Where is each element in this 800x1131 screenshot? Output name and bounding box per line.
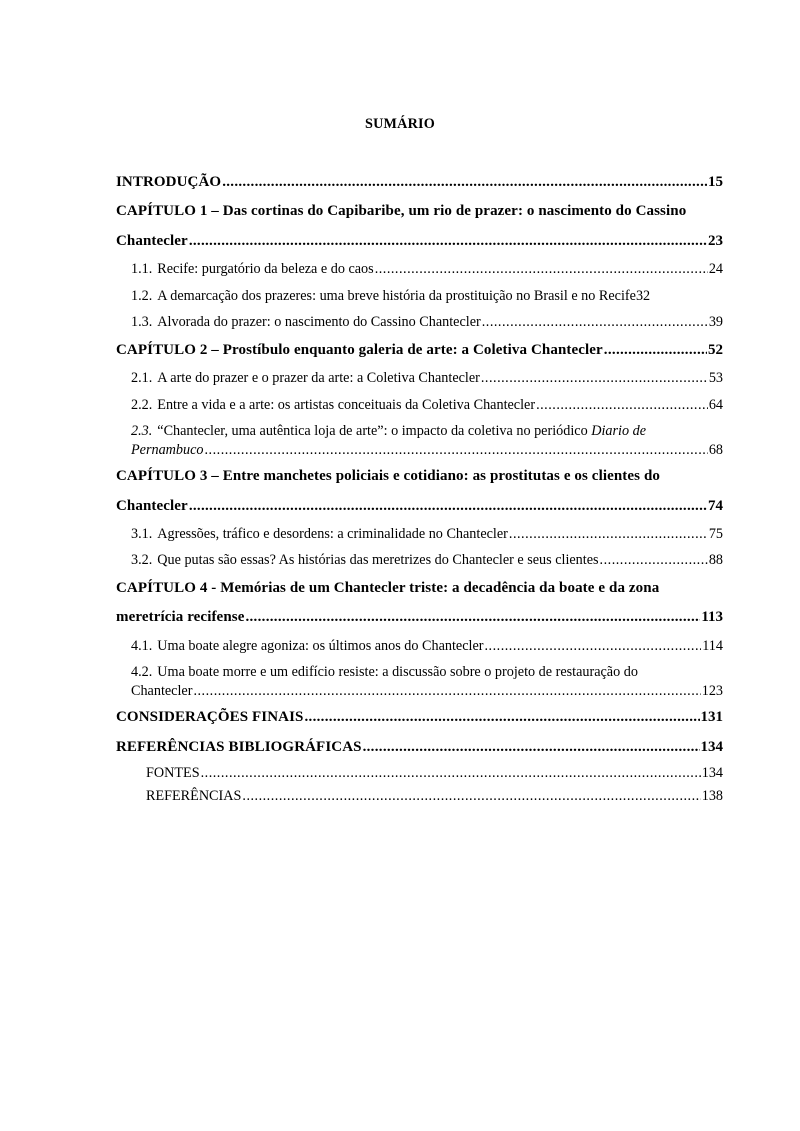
entry-title-text: INTRODUÇÃO (116, 174, 222, 190)
entry-line (131, 283, 723, 310)
entry-title-text: “Chantecler, uma autêntica loja de arte”: o impacto da coletiva no periódico (157, 423, 588, 440)
entry-line (116, 703, 723, 732)
entry-title-text: Agressões, tráfico e desordens: a criminalidade no Chantecler (157, 525, 508, 542)
section-number: 2.3. (131, 423, 153, 440)
entry-last-line (116, 603, 723, 632)
toc-section-entry[interactable] (116, 659, 723, 703)
entry-title-italic: Diario de (591, 423, 646, 440)
entry-line (131, 256, 723, 283)
entry-title-text: Chantecler (131, 682, 193, 699)
page-number: 64 (708, 396, 723, 413)
entry-title-text: CAPÍTULO 1 – Das cortinas do Capibaribe, um rio de prazer: o nascimento do Cassino (116, 203, 687, 220)
dot-leader (304, 703, 699, 732)
dot-leader (485, 633, 702, 660)
page-number: 32 (635, 287, 651, 304)
dot-leader (481, 365, 708, 392)
section-number: 2.1. (131, 370, 153, 387)
dot-leader (205, 441, 708, 460)
page-number: 74 (708, 497, 723, 514)
entry-title-text: meretrícia recifense (116, 609, 245, 626)
toc-reference-entry[interactable] (116, 762, 723, 785)
dot-leader (193, 682, 700, 701)
page-number: 134 (700, 738, 723, 755)
dot-leader (509, 521, 708, 548)
toc-reference-entry[interactable] (116, 785, 723, 808)
page-number: 52 (708, 341, 723, 358)
table-of-contents (116, 168, 723, 808)
entry-line (131, 633, 723, 660)
page-number: 24 (708, 261, 723, 278)
entry-last-line (131, 682, 723, 701)
dot-leader (245, 603, 700, 632)
entry-title-line (131, 663, 723, 682)
section-number: 4.2. (131, 664, 153, 681)
toc-chapter-entry[interactable] (116, 197, 723, 256)
toc-section-entry[interactable] (116, 365, 723, 392)
entry-title-text: CAPÍTULO 2 – Prostíbulo enquanto galeria de arte: a Coletiva Chantecler (116, 341, 603, 358)
page-number: 134 (701, 765, 723, 782)
entry-line (116, 336, 723, 365)
entry-title-text: CAPÍTULO 4 - Memórias de um Chantecler triste: a decadência da boate e da zona (116, 579, 660, 596)
entry-title-line (116, 574, 723, 603)
entry-title-text: Uma boate morre e um edifício resiste: a discussão sobre o projeto de restauração do (157, 664, 638, 681)
dot-leader (189, 492, 707, 521)
toc-section-entry[interactable] (116, 547, 723, 574)
page-number: 114 (702, 637, 723, 654)
toc-section-entry[interactable] (116, 309, 723, 336)
toc-section-entry[interactable] (116, 256, 723, 283)
page-number: 15 (708, 174, 723, 190)
toc-section-entry[interactable] (116, 418, 723, 462)
page-number: 53 (708, 370, 723, 387)
page-number: 138 (701, 788, 723, 805)
toc-section-entry[interactable] (116, 633, 723, 660)
page-number: 39 (708, 314, 723, 331)
entry-title-text: Chantecler (116, 232, 188, 249)
entry-line (131, 365, 723, 392)
section-number: 1.3. (131, 314, 153, 331)
entry-title-text: Alvorada do prazer: o nascimento do Cassino Chantecler (157, 314, 481, 331)
entry-title-line (116, 197, 723, 226)
toc-section-entry[interactable] (116, 283, 723, 310)
entry-line (116, 733, 723, 762)
entry-title-text: A demarcação dos prazeres: uma breve história da prostituição no Brasil e no Recife (157, 287, 636, 304)
entry-title-text: FONTES (146, 765, 200, 782)
entry-line (131, 392, 723, 419)
page-number: 113 (701, 609, 723, 626)
dot-leader (242, 785, 700, 808)
entry-title-text: CONSIDERAÇÕES FINAIS (116, 709, 304, 726)
entry-line (131, 309, 723, 336)
dot-leader (604, 336, 707, 365)
entry-title-text: REFERÊNCIAS (146, 788, 242, 805)
dot-leader (189, 227, 707, 256)
entry-title-text: Pernambuco (131, 441, 204, 458)
page-number: 123 (701, 682, 723, 699)
entry-title-line (116, 462, 723, 491)
toc-section-entry[interactable] (116, 521, 723, 548)
toc-section-entry[interactable] (116, 392, 723, 419)
entry-last-line (116, 492, 723, 521)
entry-title-text: REFERÊNCIAS BIBLIOGRÁFICAS (116, 738, 362, 755)
section-number: 4.1. (131, 637, 153, 654)
page-number: 23 (708, 232, 723, 249)
section-number: 1.2. (131, 287, 153, 304)
page-number: 75 (708, 525, 723, 542)
dot-leader (536, 392, 708, 419)
section-number: 3.2. (131, 552, 153, 569)
entry-title-text: Chantecler (116, 497, 188, 514)
entry-line (146, 785, 723, 808)
entry-last-line (131, 441, 723, 460)
entry-title-text: A arte do prazer e o prazer da arte: a Coletiva Chantecler (157, 370, 480, 387)
dot-leader (363, 733, 700, 762)
entry-line (146, 762, 723, 785)
section-number: 1.1. (131, 261, 153, 278)
entry-title-text: Uma boate alegre agoniza: os últimos anos do Chantecler (157, 637, 484, 654)
dot-leader (600, 547, 708, 574)
entry-title-line (131, 422, 723, 441)
dot-leader (222, 168, 707, 197)
entry-title-text: CAPÍTULO 3 – Entre manchetes policiais e cotidiano: as prostitutas e os clientes do (116, 468, 660, 485)
toc-chapter-entry[interactable] (116, 733, 723, 762)
page-number: 68 (708, 441, 723, 458)
entry-title-text: Que putas são essas? As histórias das meretrizes do Chantecler e seus clientes (157, 552, 599, 569)
section-number: 3.1. (131, 525, 153, 542)
page-number: 88 (708, 552, 723, 569)
toc-chapter-entry[interactable] (116, 336, 723, 365)
entry-title-text: Recife: purgatório da beleza e do caos (157, 261, 374, 278)
entry-line (131, 547, 723, 574)
toc-chapter-entry[interactable] (116, 703, 723, 732)
dot-leader (201, 762, 701, 785)
dot-leader (482, 309, 708, 336)
entry-last-line (116, 227, 723, 256)
page-number: 131 (700, 709, 723, 726)
toc-chapter-entry[interactable] (116, 462, 723, 521)
dot-leader (375, 256, 708, 283)
page-title: SUMÁRIO (365, 116, 435, 132)
entry-title-text: Entre a vida e a arte: os artistas conceituais da Coletiva Chantecler (157, 396, 536, 413)
entry-line (116, 168, 723, 197)
entry-line (131, 521, 723, 548)
section-number: 2.2. (131, 396, 153, 413)
toc-chapter-entry[interactable] (116, 168, 723, 197)
toc-chapter-entry[interactable] (116, 574, 723, 633)
